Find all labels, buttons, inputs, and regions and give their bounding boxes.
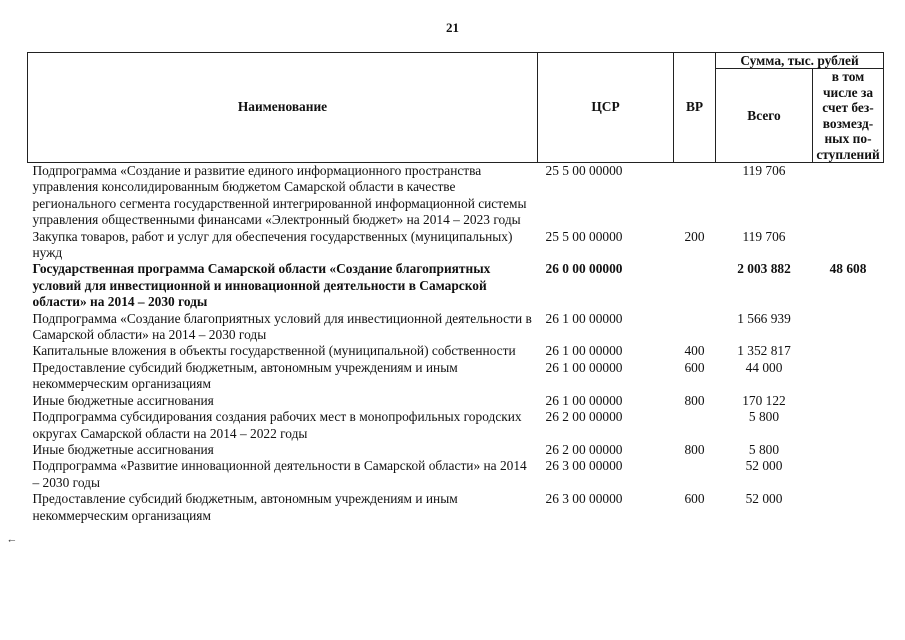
row-free bbox=[813, 163, 884, 229]
row-csr: 26 1 00 00000 bbox=[545, 359, 623, 375]
table-body bbox=[28, 163, 884, 524]
row-total: 2 003 882 bbox=[737, 261, 791, 277]
row-vr: 800 bbox=[684, 441, 705, 457]
row-free bbox=[813, 491, 884, 524]
row-free: 48 608 bbox=[829, 261, 867, 277]
row-name: Подпрограмма «Создание и развитие единого информационного пространства управления консолидированным бюджетом Самарской области в качестве регионального сегмента государственной интегрированной информационной системы управления общественными финансами «Электронный бюджет» на 2014 – 2023 годы bbox=[32, 163, 527, 228]
row-csr: 26 1 00 00000 bbox=[545, 310, 623, 326]
budget-table bbox=[27, 52, 884, 524]
row-vr bbox=[674, 311, 716, 344]
table-row bbox=[28, 343, 884, 359]
row-vr: 600 bbox=[684, 491, 705, 507]
row-vr: 800 bbox=[684, 392, 705, 408]
row-free bbox=[813, 393, 884, 409]
row-vr bbox=[674, 458, 716, 491]
row-free bbox=[813, 442, 884, 458]
row-csr: 26 2 00 00000 bbox=[545, 409, 623, 425]
header-vr: ВР bbox=[674, 53, 716, 163]
row-total: 44 000 bbox=[745, 359, 783, 375]
row-total: 5 800 bbox=[748, 441, 780, 457]
table-row bbox=[28, 409, 884, 442]
row-name: Иные бюджетные ассигнования bbox=[32, 441, 214, 457]
row-total: 170 122 bbox=[742, 392, 786, 408]
row-csr: 26 3 00 00000 bbox=[545, 491, 623, 507]
row-name: Подпрограмма «Развитие инновационной деятельности в Самарской области» на 2014 – 2030 годы bbox=[32, 458, 527, 490]
table-row bbox=[28, 261, 884, 310]
row-vr: 600 bbox=[684, 359, 705, 375]
table-header bbox=[28, 53, 884, 163]
header-csr: ЦСР bbox=[538, 53, 674, 163]
table-row bbox=[28, 442, 884, 458]
header-name: Наименование bbox=[28, 53, 538, 163]
row-name: Подпрограмма субсидирования создания рабочих мест в монопрофильных городских округах Самарской области на 2014 – 2022 годы bbox=[32, 409, 522, 441]
row-csr: 25 5 00 00000 bbox=[545, 163, 623, 178]
row-csr: 26 1 00 00000 bbox=[545, 343, 623, 359]
row-name: Подпрограмма «Создание благоприятных условий для инвестиционной деятельности в Самарской области» на 2014 – 2030 годы bbox=[32, 310, 532, 343]
table-row bbox=[28, 229, 884, 262]
header-total: Всего bbox=[716, 69, 813, 163]
page-number: 21 bbox=[446, 20, 459, 35]
row-free bbox=[813, 409, 884, 442]
table-row bbox=[28, 393, 884, 409]
row-total: 5 800 bbox=[748, 409, 780, 425]
row-csr: 26 0 00 00000 bbox=[545, 261, 623, 277]
row-free bbox=[813, 343, 884, 359]
table-row bbox=[28, 311, 884, 344]
row-vr: 400 bbox=[684, 343, 705, 359]
row-csr: 26 1 00 00000 bbox=[545, 392, 623, 408]
row-vr bbox=[674, 163, 716, 229]
row-name: Закупка товаров, работ и услуг для обеспечения государственных (муниципальных) нужд bbox=[32, 228, 513, 261]
row-total: 119 706 bbox=[742, 163, 786, 178]
row-total: 52 000 bbox=[745, 491, 783, 507]
row-name: Предоставление субсидий бюджетным, автономным учреждениям и иным некоммерческим организациям bbox=[32, 491, 458, 523]
row-total: 119 706 bbox=[742, 228, 786, 244]
row-total: 1 566 939 bbox=[737, 310, 791, 326]
row-free bbox=[813, 311, 884, 344]
row-free bbox=[813, 229, 884, 262]
row-csr: 26 2 00 00000 bbox=[545, 441, 623, 457]
row-free bbox=[813, 360, 884, 393]
row-csr: 26 3 00 00000 bbox=[545, 458, 623, 474]
table-row bbox=[28, 458, 884, 491]
table-row bbox=[28, 163, 884, 229]
row-free bbox=[813, 458, 884, 491]
table-row bbox=[28, 360, 884, 393]
row-vr: 200 bbox=[684, 228, 705, 244]
row-csr: 25 5 00 00000 bbox=[545, 228, 623, 244]
margin-mark: ↓ bbox=[6, 538, 18, 544]
row-total: 52 000 bbox=[745, 458, 783, 474]
row-vr bbox=[674, 409, 716, 442]
header-free: в том числе за счет без-возмезд-ных по-ступлений bbox=[813, 69, 884, 163]
row-total: 1 352 817 bbox=[737, 343, 791, 359]
table-row bbox=[28, 491, 884, 524]
row-name: Предоставление субсидий бюджетным, автономным учреждениям и иным некоммерческим организациям bbox=[32, 359, 458, 392]
row-name: Иные бюджетные ассигнования bbox=[32, 392, 214, 408]
row-name: Капитальные вложения в объекты государственной (муниципальной) собственности bbox=[32, 343, 516, 359]
row-vr bbox=[674, 261, 716, 310]
row-name: Государственная программа Самарской области «Создание благоприятных условий для инвестиционной и инновационной деятельности в Самарской области» на 2014 – 2030 годы bbox=[32, 261, 491, 310]
header-sum: Сумма, тыс. рублей bbox=[716, 53, 884, 69]
